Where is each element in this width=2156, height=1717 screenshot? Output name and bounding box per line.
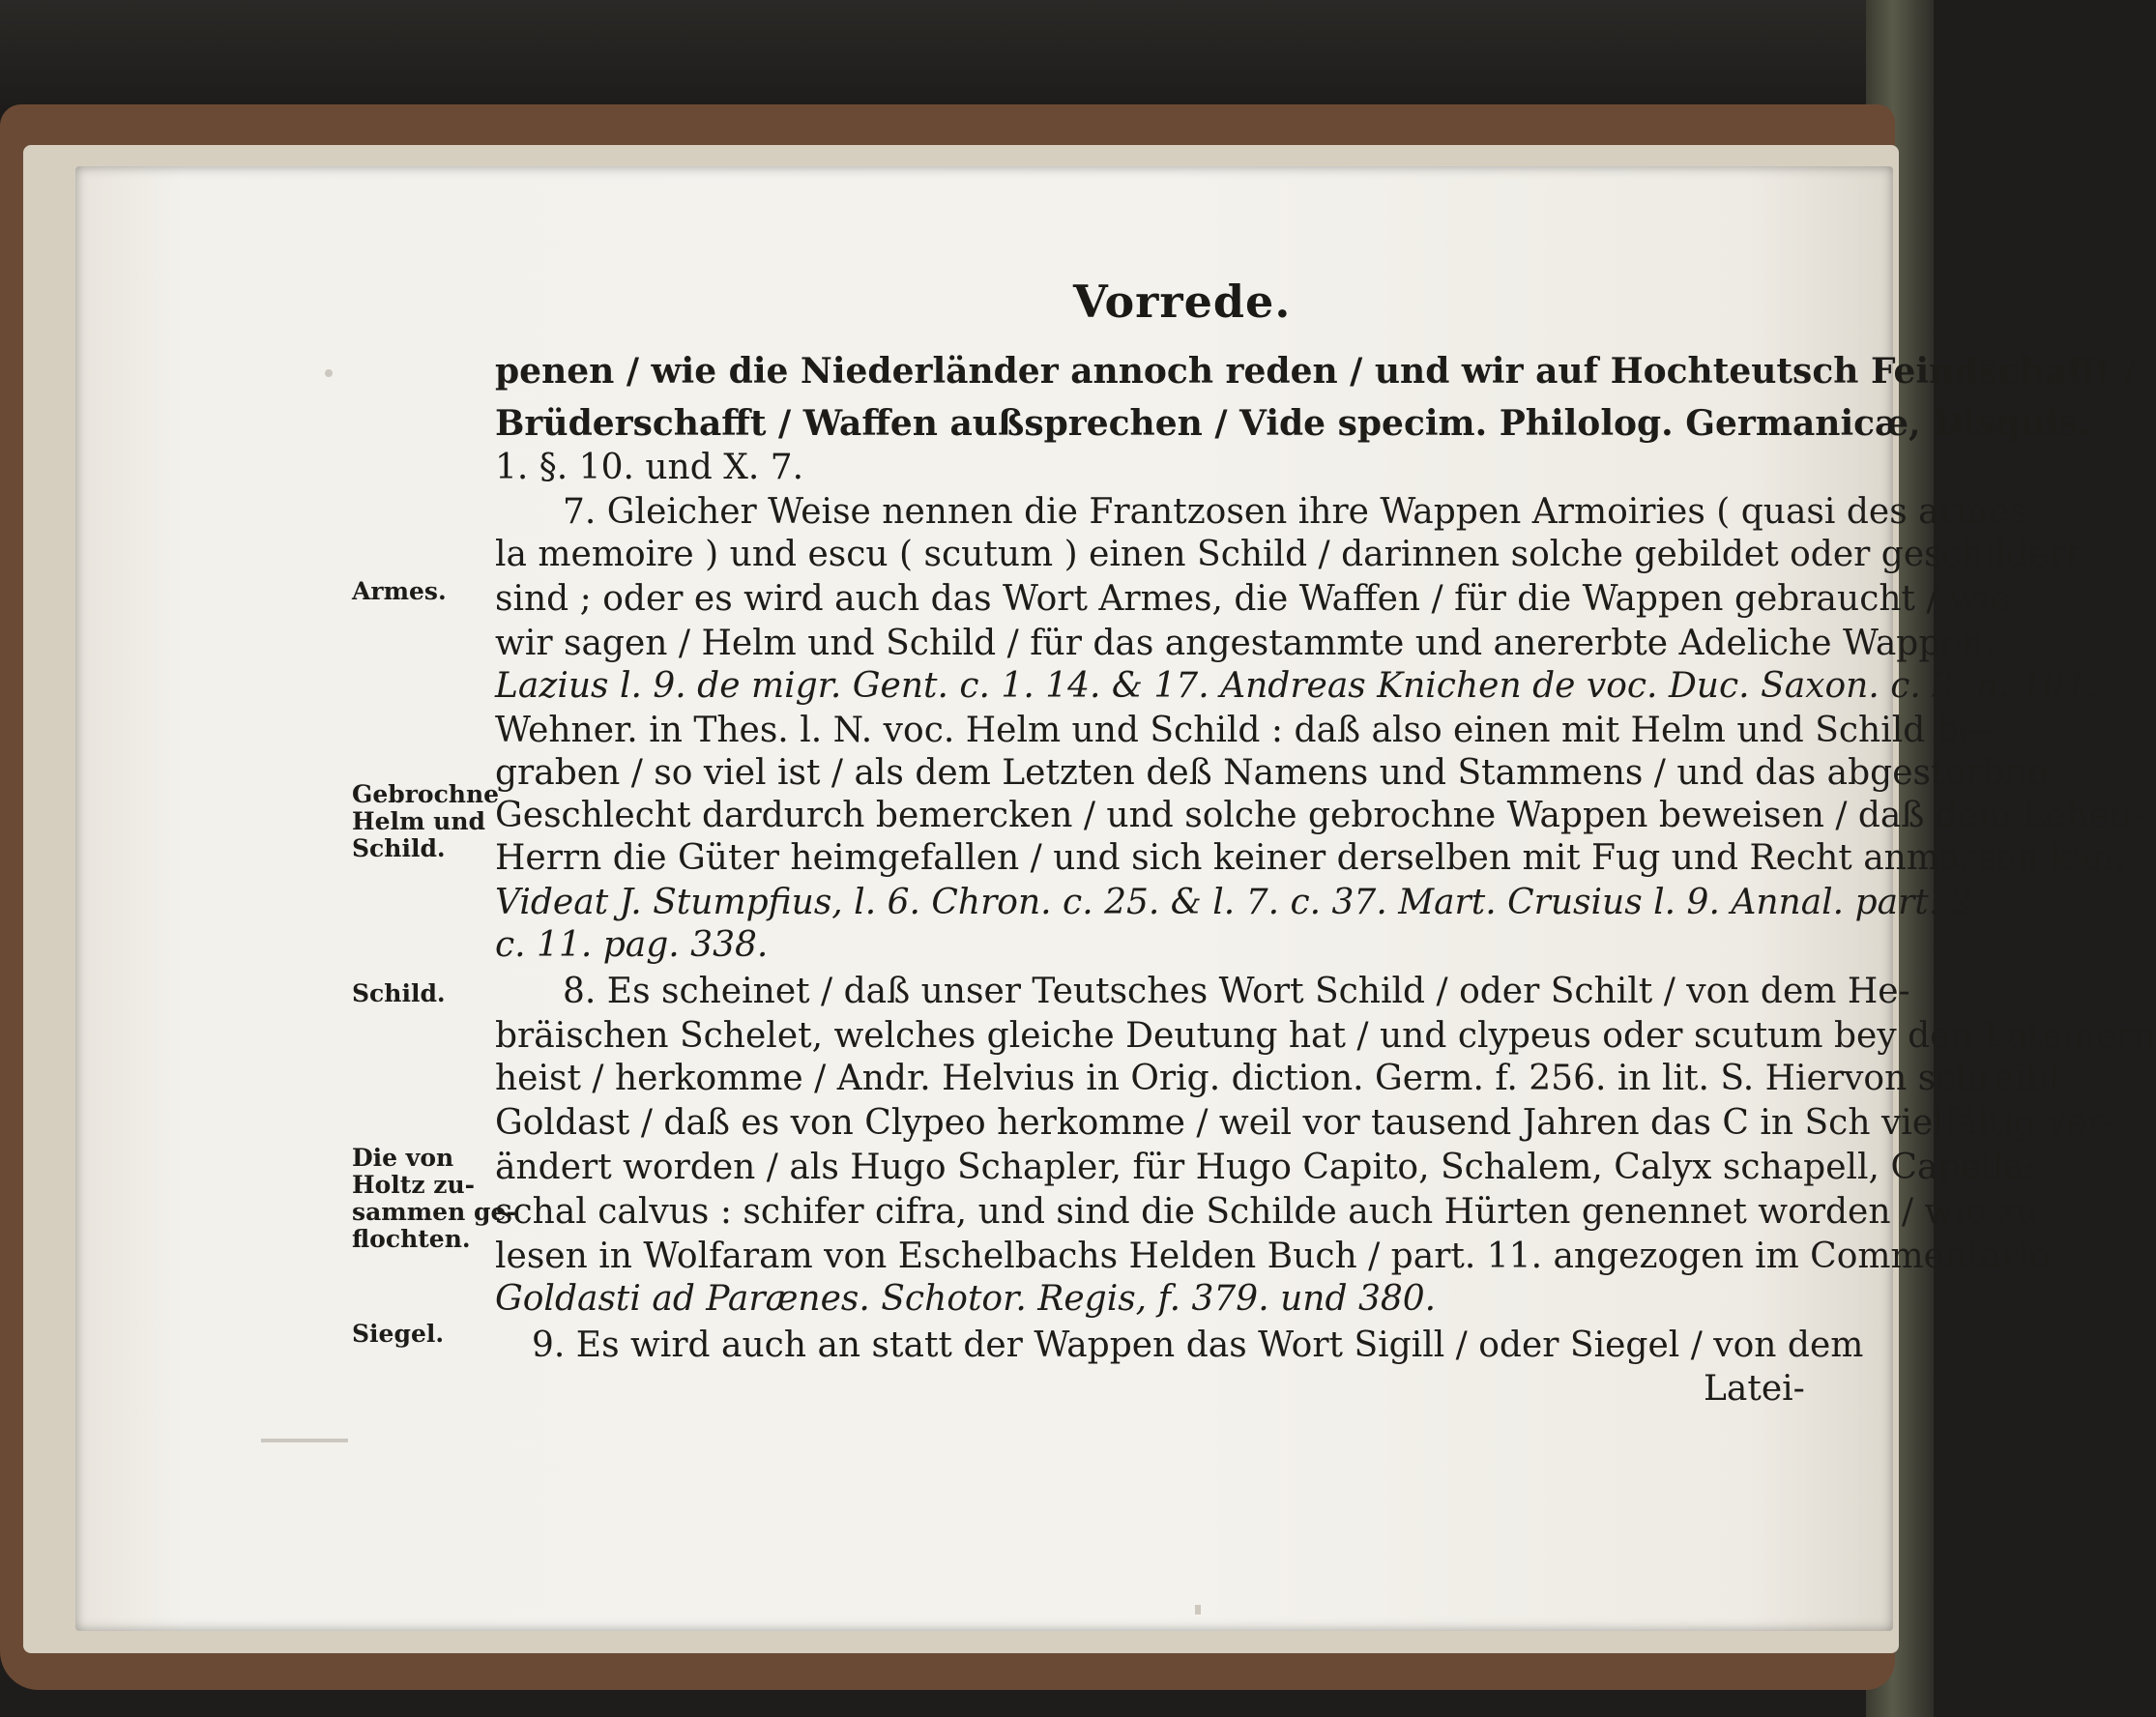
text-line: Wehner. in Thes. l. N. voc. Helm und Schild : daß also einen mit Helm und Schild be-: [495, 711, 1992, 750]
text-line: Goldast / daß es von Clypeo herkomme / weil vor tausend Jahren das C in Sch vielfältig ver-: [495, 1103, 2116, 1143]
text-line: Videat J. Stumpfius, l. 6. Chron. c. 25. & l. 7. c. 37. Mart. Crusius l. 9. Annal. part. 2.: [495, 883, 1984, 922]
text-line: sind ; oder es wird auch das Wort Armes, die Waffen / für die Wappen gebraucht / wie: [495, 579, 2011, 619]
text-line: lesen in Wolfaram von Eschelbachs Helden Buch / part. 11. angezogen im Commentario: [495, 1237, 2051, 1276]
text-line: graben / so viel ist / als dem Letzten deß Namens und Stammens / und das abgestorbne: [495, 753, 2048, 793]
text-line: Lazius l. 9. de migr. Gent. c. 1. 14. & 17. Andreas Knichen de voc. Duc. Saxon. c. 2. n. 101.: [495, 666, 2099, 706]
text-line: la memoire ) und escu ( scutum ) einen Schild / darinnen solche gebildet oder geschildert: [495, 535, 2081, 574]
margin-note-holtz: Die von Holtz zu- sammen ge- flochten.: [352, 1144, 516, 1253]
text-line: Herrn die Güter heimgefallen / und sich keiner derselben mit Fug und Recht anmassen kan.: [495, 838, 2126, 878]
text-line: schal calvus : schifer cifra, und sind die Schilde auch Hürten genennet worden / wie zu: [495, 1192, 2038, 1232]
text-line: c. 11. pag. 338.: [495, 925, 769, 965]
text-line: bräischen Schelet, welches gleiche Deutung hat / und clypeus oder scutum bey den Lateinern: [495, 1016, 2156, 1056]
catchword: Latei-: [1704, 1369, 1805, 1409]
text-line: Geschlecht dardurch bemercken / und solche gebrochne Wappen beweisen / daß dem Lehen-: [495, 796, 2143, 835]
text-line: 9. Es wird auch an statt der Wappen das Wort Sigill / oder Siegel / von dem: [532, 1325, 1864, 1365]
text-line: heist / herkomme / Andr. Helvius in Orig. diction. Germ. f. 256. in lit. S. Hiervon schreibt: [495, 1059, 2063, 1098]
text-line: 7. Gleicher Weise nennen die Frantzosen ihre Wappen Armoiries ( quasi des armes: [563, 492, 2027, 532]
text-line: 1. §. 10. und X. 7.: [495, 448, 804, 487]
margin-note-schild: Schild.: [352, 979, 446, 1007]
text-line: wir sagen / Helm und Schild / für das angestammte und anererbte Adeliche Wappen.: [495, 624, 1996, 663]
margin-note-siegel: Siegel.: [352, 1320, 445, 1348]
text-line: Brüderschafft / Waffen außsprechen / Vide specim. Philolog. Germanicæ, Disquis.: [495, 403, 2091, 444]
text-line: 8. Es scheinet / daß unser Teutsches Wort Schild / oder Schilt / von dem He-: [563, 972, 1910, 1011]
running-header: Vorrede.: [1073, 276, 1292, 328]
margin-note-armes: Armes.: [352, 577, 447, 605]
text-line: penen / wie die Niederländer annoch reden / und wir auf Hochteutsch Feindschafft /: [495, 351, 2138, 392]
text-line: Goldasti ad Parænes. Schotor. Regis, f. 379. und 380.: [495, 1279, 1437, 1319]
text-line: ändert worden / als Hugo Schapler, für Hugo Capito, Schalem, Calyx schapell, Capella:: [495, 1148, 2036, 1187]
ink-dot: [325, 369, 333, 377]
margin-note-gebrochne: Gebrochne Helm und Schild.: [352, 780, 500, 862]
ink-dot: [1195, 1605, 1201, 1615]
ink-smudge: [261, 1439, 348, 1442]
